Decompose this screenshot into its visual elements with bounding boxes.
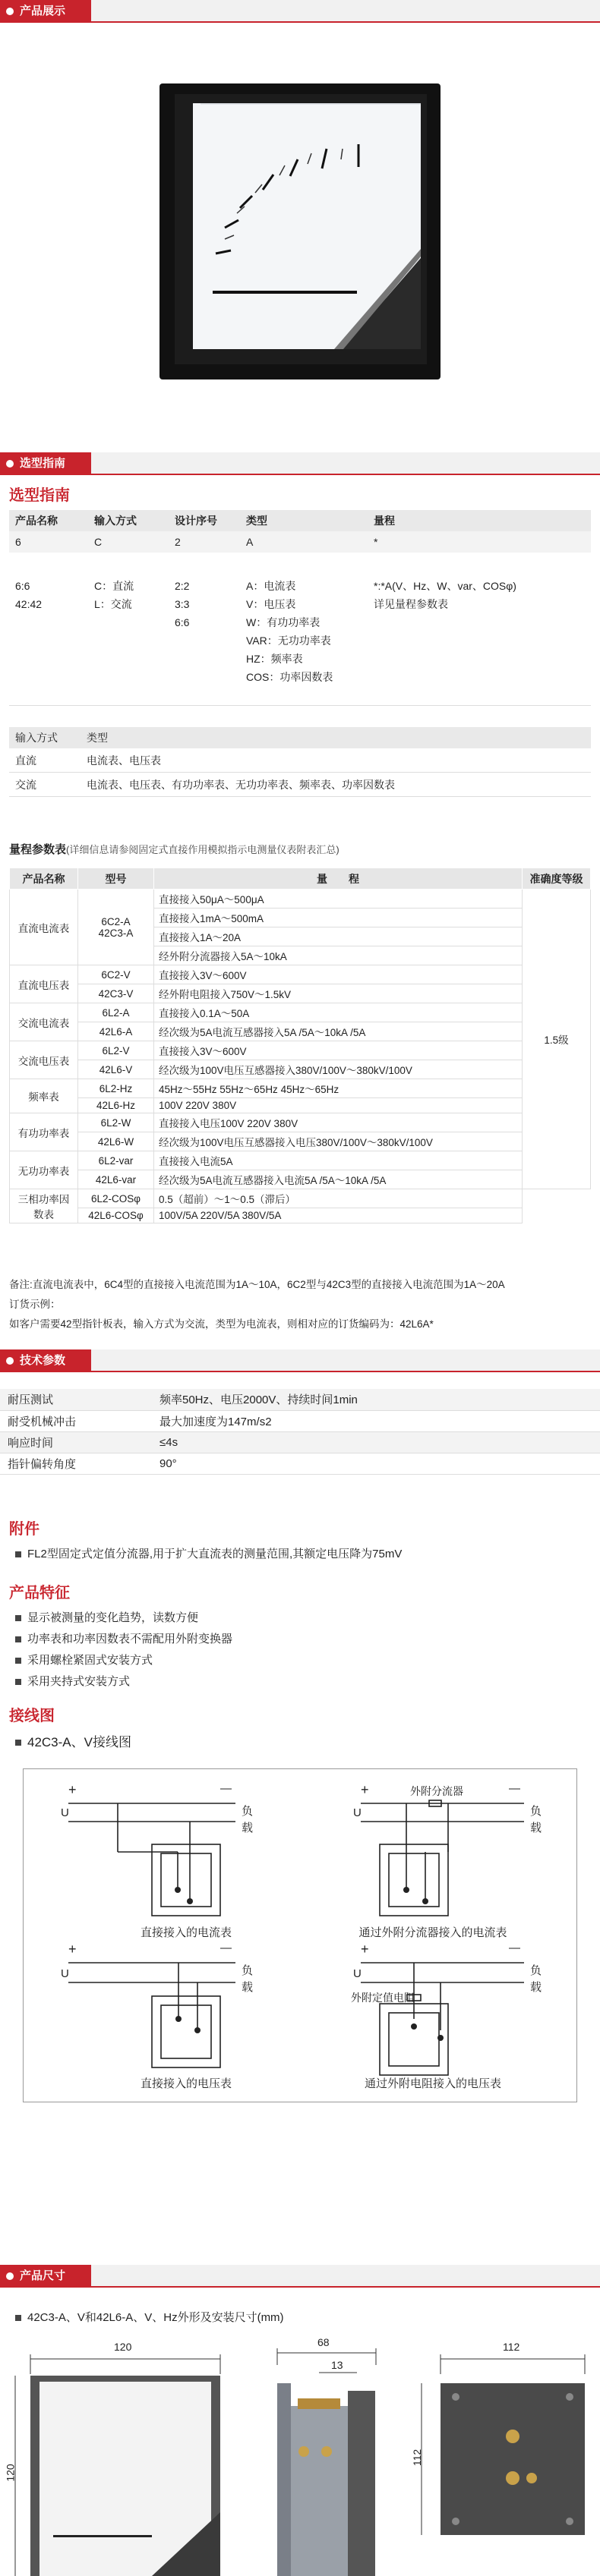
model-cell: 6L2-var [78,1151,154,1170]
example-cell: * [374,536,378,548]
dimension-svg [0,2338,600,2576]
input-table-header [9,727,591,748]
model-text: 42C3-A [98,927,134,939]
list-item: 42C3-A、V和42L6-A、V、Hz外形及安装尺寸(mm) [14,2307,284,2329]
table-row [0,1453,600,1474]
range-cell: 经次级为5A电流互感器接入电流5A /5A～10kA /5A [154,1170,523,1189]
accessory-text [14,1544,402,1565]
selection-values [9,577,591,706]
model-cell: 6L2-W [78,1113,154,1132]
banner-title: 技术参数 [20,1354,66,1367]
product-name-cell: 直流电流表 [10,890,78,965]
banner-title: 产品尺寸 [20,2269,66,2282]
meter-photo [152,76,448,387]
features-list [14,1608,232,1693]
table-row [10,1151,591,1170]
features-title: 产品特征 [9,1585,70,1601]
value-line: W：有功功率表 [246,616,321,628]
note-line: 订货示例： [9,1299,61,1310]
range-cell: 经外附电阻接入750V～1.5kV [154,984,523,1003]
range-cell: 0.5（超前）～1～0.5（滞后） [154,1189,523,1208]
value-line: V：电压表 [246,598,296,610]
plus-label: + [361,1782,369,1797]
table-row [10,1003,591,1022]
range-subtitle: (详细信息请参阅固定式直接作用模拟指示电测量仪表附表汇总) [66,844,339,855]
minus-label: — [220,1782,232,1795]
value-line: L：交流 [94,598,132,610]
diagram-caption: 通过外附分流器接入的电流表 [358,1926,507,1939]
header-cell: 产品名称 [10,868,78,890]
bullet-dot-icon [6,8,14,15]
dimension-drawings [0,2338,600,2576]
header-cell: 量 程 [154,868,523,890]
accessory-title: 附件 [9,1521,39,1538]
value-line: COS：功率因数表 [246,671,333,683]
note-line: 备注:直流电流表中，6C4型的直接接入电流范围为1A～10A，6C2型与42C3型的直接接入电流范围为1A～20A [9,1279,505,1290]
range-cell: 45Hz～55Hz 55Hz～65Hz 45Hz～65Hz [154,1079,523,1098]
model-cell: 42L6-W [78,1132,154,1151]
table-cell: 电流表、电压表、有功功率表、无功功率表、频率表、功率因数表 [87,779,395,791]
header-cell: 输入方式 [15,732,58,744]
name-values [15,577,42,613]
header-cell: 设计序号 [175,515,217,527]
range-cell: 经外附分流器接入5A～10kA [154,946,523,965]
model-cell: 6L2-Hz [78,1079,154,1098]
dim-label: 112 [503,2341,520,2353]
minus-label: — [509,1941,520,1954]
u-label: U [353,1806,362,1819]
selection-header-row [9,510,591,531]
banner-title: 选型指南 [20,457,66,470]
range-cell: 直接接入50μA～500μA [154,890,523,909]
header-cell: 型号 [78,868,154,890]
product-name-cell: 直流电压表 [10,965,78,1003]
example-cell: C [94,536,103,548]
bullet-dot-icon [6,2272,14,2280]
table-row [10,1132,591,1151]
list-item: 采用螺栓紧固式安装方式 [14,1650,232,1671]
wiring-frame [23,1768,577,2102]
load-label: 负 载 [530,1805,542,1834]
value-line: 42:42 [15,598,43,610]
range-cell: 直接接入电流5A [154,1151,523,1170]
plus-label: + [68,1782,77,1797]
plus-label: + [361,1941,369,1957]
diagram-caption: 直接接入的电压表 [140,2077,232,2090]
table-row [10,1098,591,1113]
value-line: 3:3 [175,598,190,610]
wiring-subtitle [14,1732,131,1753]
table-row [0,1410,600,1431]
range-cell: 直接接入3V～600V [154,965,523,984]
plus-label: + [68,1941,77,1957]
diagram-caption: 直接接入的电流表 [140,1926,232,1939]
load-label: 负 载 [242,1805,254,1834]
tech-table [0,1389,600,1475]
value-line: 6:6 [175,616,190,628]
value-line: C：直流 [94,580,134,592]
range-cell: 直接接入3V～600V [154,1041,523,1060]
range-cell: 直接接入0.1A～50A [154,1003,523,1022]
u-label: U [353,1967,362,1980]
value-line: 6:6 [15,580,30,592]
product-show-banner [0,0,600,23]
minus-label: — [220,1941,232,1954]
table-cell: 交流 [15,779,36,791]
model-cell: 42C3-V [78,984,154,1003]
range-cell: 直接接入1mA～500mA [154,909,523,927]
product-name-cell: 交流电流表 [10,1003,78,1041]
header-cell: 类型 [246,515,267,527]
product-name-cell: 有功功率表 [10,1113,78,1151]
product-name-cell: 交流电压表 [10,1041,78,1079]
load-label: 负 载 [530,1964,542,1994]
dim-label: 13 [331,2359,343,2371]
banner-title: 产品展示 [20,5,66,17]
tech-banner [0,1349,600,1372]
value-line: 详见量程参数表 [374,598,448,610]
model-cell: 42L6-Hz [78,1098,154,1113]
u-label: U [61,1967,69,1980]
model-cell: 6C2-V [78,965,154,984]
input-type-table [9,727,591,797]
value-line: A：电流表 [246,580,296,592]
table-row [10,984,591,1003]
value-line: VAR：无功功率表 [246,635,331,647]
value-line: *:*A(V、Hz、W、var、COSφ) [374,580,516,592]
range-table [9,868,591,1223]
model-cell: 6L2-COSφ [78,1189,154,1208]
table-row [9,748,591,773]
notes [9,1275,505,1334]
range-cell: 100V/5A 220V/5A 380V/5A [154,1208,523,1223]
list-item: 采用夹持式安装方式 [14,1671,232,1693]
table-cell: 电流表、电压表 [87,754,161,767]
tech-key: 耐压测试 [0,1389,152,1410]
model-cell [78,890,154,965]
range-cell: 直接接入1A～20A [154,927,523,946]
example-cell: 6 [15,536,21,548]
table-row [10,1060,591,1079]
tech-value: 频率50Hz、电压2000V、持续时间1min [152,1389,600,1410]
model-cell: 6L2-A [78,1003,154,1022]
size-subtitle [14,2307,284,2329]
product-name-cell: 频率表 [10,1079,78,1113]
product-name-cell: 无功功率表 [10,1151,78,1189]
header-cell: 类型 [87,732,108,744]
tech-value: 最大加速度为147m/s2 [152,1410,600,1431]
note-line: 如客户需要42型指针板表，输入方式为交流，类型为电流表，则相对应的订货编码为：42L6A* [9,1318,434,1330]
tech-key: 响应时间 [0,1431,152,1453]
bullet-dot-icon [6,1357,14,1365]
table-row [10,1170,591,1189]
selection-banner [0,452,600,475]
selection-grid [9,510,591,553]
range-cell: 经次级为100V电压互感器接入电压380V/100V～380kV/100V [154,1132,523,1151]
model-cell: 6L2-V [78,1041,154,1060]
value-line: HZ：频率表 [246,653,303,665]
example-cell: 2 [175,536,181,548]
tech-value: ≤4s [152,1431,600,1453]
model-cell: 42L6-var [78,1170,154,1189]
tech-key: 指针偏转角度 [0,1453,152,1474]
diagram-caption: 通过外附电阻接入的电压表 [364,2077,501,2090]
table-row [10,1041,591,1060]
design-values [175,577,189,631]
range-values [374,577,516,613]
dim-label: 120 [114,2341,132,2353]
range-table-title [9,841,339,857]
table-row [10,965,591,984]
dim-label: 68 [317,2336,330,2348]
header-cell: 准确度等级 [523,868,591,890]
table-row [0,1431,600,1453]
header-cell: 量程 [374,515,395,527]
model-cell: 42L6-V [78,1060,154,1079]
bullet-dot-icon [6,460,14,468]
dim-label: 112 [411,2448,424,2467]
range-cell: 经次级为5A电流互感器接入5A /5A～10kA /5A [154,1022,523,1041]
table-row [10,1189,591,1208]
model-cell: 42L6-COSφ [78,1208,154,1223]
header-cell: 输入方式 [94,515,137,527]
type-values [246,577,333,686]
selection-title: 选型指南 [9,487,70,504]
product-name-cell: 三相功率因数表 [10,1189,78,1223]
range-header-row [10,868,591,890]
minus-label: — [509,1782,520,1795]
wiring-title: 接线图 [9,1708,55,1724]
input-values [94,577,134,613]
resistor-label: 外附定值电阻 [351,1992,415,2004]
range-cell: 直接接入电压100V 220V 380V [154,1113,523,1132]
value-line: 2:2 [175,580,190,592]
tech-value: 90° [152,1453,600,1474]
table-row [10,890,591,909]
tech-key: 耐受机械冲击 [0,1410,152,1431]
table-row [10,1113,591,1132]
u-label: U [61,1806,69,1819]
list-item: 42C3-A、V接线图 [14,1732,131,1753]
list-item: FL2型固定式定值分流器,用于扩大直流表的测量范围,其额定电压降为75mV [14,1544,402,1565]
table-row [10,1079,591,1098]
selection-example-row [9,531,591,553]
model-text: 6C2-A [101,915,131,927]
load-label: 负 载 [242,1964,254,1994]
range-cell: 经次级为100V电压互感器接入380V/100V～380kV/100V [154,1060,523,1079]
header-cell: 产品名称 [15,515,58,527]
table-cell: 直流 [15,754,36,767]
size-banner [0,2265,600,2288]
range-title: 量程参数表 [9,843,67,856]
shunt-label: 外附分流器 [410,1785,463,1797]
table-row [9,773,591,797]
list-item: 显示被测量的变化趋势，读数方便 [14,1608,232,1629]
range-cell: 100V 220V 380V [154,1098,523,1113]
list-item: 功率表和功率因数表不需配用外附变换器 [14,1629,232,1650]
model-cell: 42L6-A [78,1022,154,1041]
table-row [10,1022,591,1041]
example-cell: A [246,536,254,548]
accuracy-cell: 1.5级 [523,890,591,1189]
table-row [10,1208,591,1223]
table-row [0,1389,600,1410]
dim-label: 120 [4,2464,17,2482]
